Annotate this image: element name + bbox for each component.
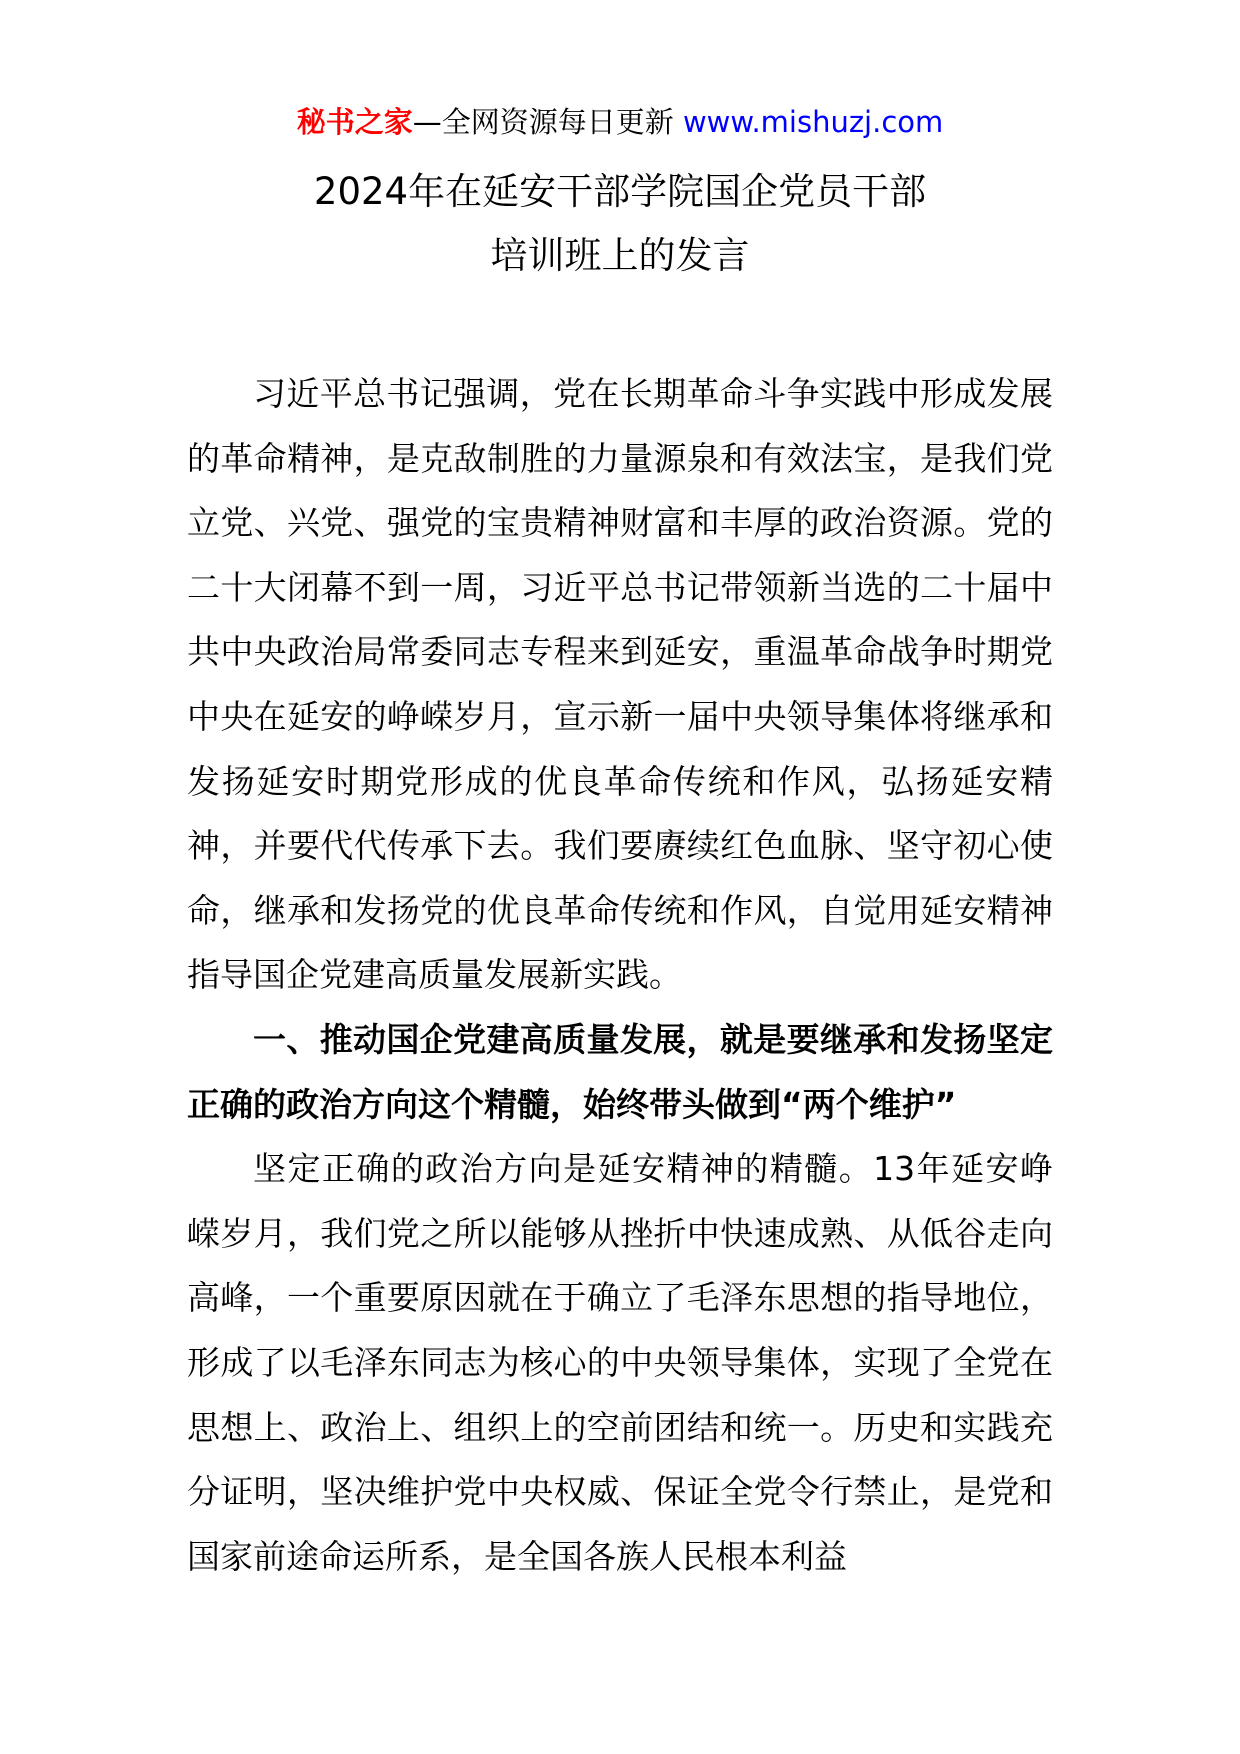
- body-paragraph-intro: 习近平总书记强调，党在长期革命斗争实践中形成发展的革命精神，是克敌制胜的力量源泉和有效法宝，是我们党立党、兴党、强党的宝贵精神财富和丰厚的政治资源。党的二十大闭幕不到一周，习近平总书记带领新当选的二十届中共中央政治局常委同志专程来到延安，重温革命战争时期党中央在延安的峥嵘岁月，宣示新一届中央领导集体将继承和发扬延安时期党形成的优良革命传统和作风，弘扬延安精神，并要代代传承下去。我们要赓续红色血脉、坚守初心使命，继承和发扬党的优良革命传统和作风，自觉用延安精神指导国企党建高质量发展新实践。: [187, 374, 1053, 995]
- section-heading-1: 一、推动国企党建高质量发展，就是要继承和发扬坚定正确的政治方向这个精髓，始终带头做到“两个维护”: [187, 1019, 1053, 1124]
- site-header: [0, 102, 1240, 142]
- site-url-link[interactable]: www.mishuzj.com: [682, 105, 944, 139]
- document-body: [187, 362, 1053, 1589]
- document-title-line-2: 培训班上的发言: [490, 234, 750, 277]
- brand-name: 秘书之家: [296, 105, 413, 139]
- document-title-line-1: 2024年在延安干部学院国企党员干部: [313, 170, 927, 213]
- header-tagline: —全网资源每日更新: [412, 105, 674, 139]
- body-paragraph-section-1: 坚定正确的政治方向是延安精神的精髓。13年延安峥嵘岁月，我们党之所以能够从挫折中快速成熟、从低谷走向高峰，一个重要原因就在于确立了毛泽东思想的指导地位，形成了以毛泽东同志为核心的中央领导集体，实现了全党在思想上、政治上、组织上的空前团结和统一。历史和实践充分证明，坚决维护党中央权威、保证全党令行禁止，是党和国家前途命运所系，是全国各族人民根本利益: [187, 1149, 1053, 1576]
